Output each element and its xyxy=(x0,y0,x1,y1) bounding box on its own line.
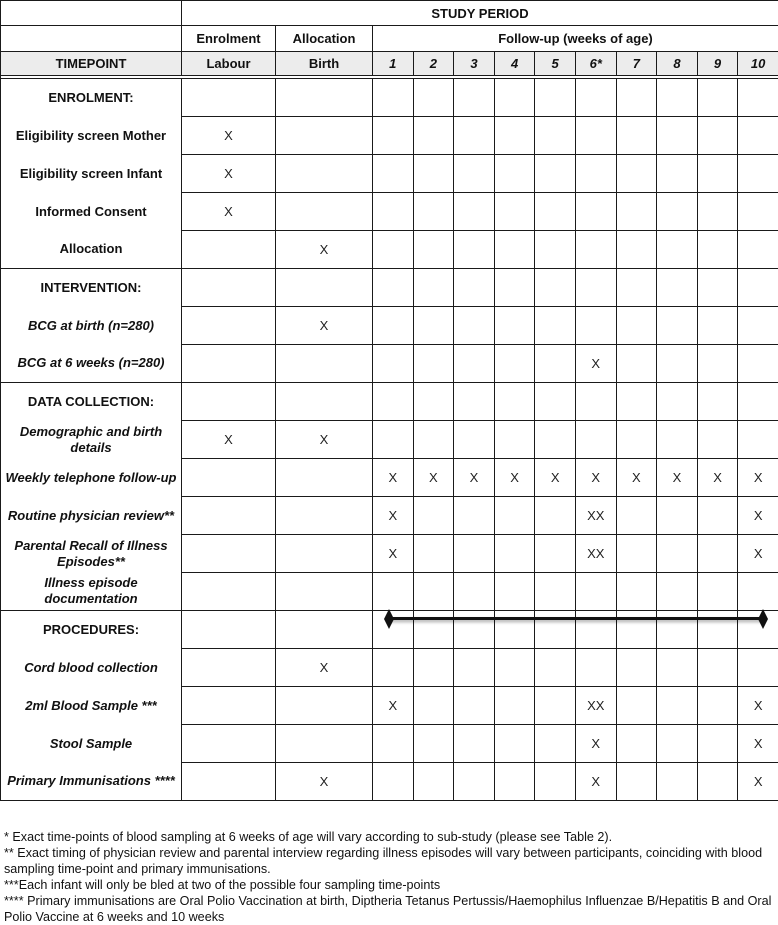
week-7-cell xyxy=(616,497,657,535)
week-10-cell xyxy=(738,573,778,611)
section-row xyxy=(1,383,778,421)
activity-label: BCG at 6 weeks (n=280) xyxy=(1,345,182,383)
week-1-cell xyxy=(373,725,414,763)
week-5-cell xyxy=(535,535,576,573)
week-8-cell xyxy=(657,269,698,307)
birth-cell xyxy=(276,573,373,611)
week-9-cell xyxy=(697,231,738,269)
week-5-cell xyxy=(535,649,576,687)
week-6-cell xyxy=(575,421,616,459)
week-9-cell xyxy=(697,269,738,307)
week-8-cell xyxy=(657,649,698,687)
activity-label: Informed Consent xyxy=(1,193,182,231)
week-10-cell xyxy=(738,421,778,459)
week-10-cell xyxy=(738,79,778,117)
week-header-3: 3 xyxy=(454,52,495,76)
activity-label: Cord blood collection xyxy=(1,649,182,687)
week-10-cell xyxy=(738,193,778,231)
schedule-row xyxy=(1,497,778,535)
birth-cell: X xyxy=(276,421,373,459)
birth-cell xyxy=(276,687,373,725)
week-header-2: 2 xyxy=(413,52,454,76)
labour-cell xyxy=(182,687,276,725)
week-5-cell xyxy=(535,269,576,307)
week-header-7: 7 xyxy=(616,52,657,76)
week-2-cell xyxy=(413,345,454,383)
labour-cell: X xyxy=(182,155,276,193)
section-row xyxy=(1,269,778,307)
schedule-row xyxy=(1,345,778,383)
follow-up-header: Follow-up (weeks of age) xyxy=(373,26,778,52)
week-header-4: 4 xyxy=(494,52,535,76)
week-1-cell xyxy=(373,117,414,155)
week-5-cell xyxy=(535,383,576,421)
week-5-cell xyxy=(535,231,576,269)
week-8-cell xyxy=(657,79,698,117)
allocation-header: Allocation xyxy=(276,26,373,52)
week-header-1: 1 xyxy=(373,52,414,76)
birth-cell xyxy=(276,535,373,573)
header-blank xyxy=(1,26,182,52)
week-9-cell xyxy=(697,117,738,155)
activity-label: Primary Immunisations **** xyxy=(1,763,182,801)
week-6-cell xyxy=(575,155,616,193)
week-4-cell: X xyxy=(494,459,535,497)
week-7-cell: X xyxy=(616,459,657,497)
week-10-cell: X xyxy=(738,725,778,763)
schedule-row xyxy=(1,231,778,269)
week-7-cell xyxy=(616,421,657,459)
schedule-row xyxy=(1,573,778,611)
week-6-cell xyxy=(575,573,616,611)
activity-label: Eligibility screen Infant xyxy=(1,155,182,193)
week-6-cell: X xyxy=(575,459,616,497)
schedule-row xyxy=(1,535,778,573)
week-4-cell xyxy=(494,763,535,801)
activity-label: 2ml Blood Sample *** xyxy=(1,687,182,725)
week-8-cell xyxy=(657,193,698,231)
footnote-3: ***Each infant will only be bled at two of the possible four sampling time-points xyxy=(4,878,441,892)
week-5-cell xyxy=(535,117,576,155)
week-6-cell xyxy=(575,79,616,117)
activity-label: Stool Sample xyxy=(1,725,182,763)
week-2-cell xyxy=(413,573,454,611)
header-blank xyxy=(1,1,182,26)
birth-cell xyxy=(276,459,373,497)
week-8-cell xyxy=(657,725,698,763)
week-10-cell: X xyxy=(738,687,778,725)
week-9-cell xyxy=(697,535,738,573)
labour-cell: X xyxy=(182,117,276,155)
week-7-cell xyxy=(616,155,657,193)
labour-cell: X xyxy=(182,421,276,459)
week-3-cell xyxy=(454,535,495,573)
week-5-cell: X xyxy=(535,459,576,497)
week-3-cell xyxy=(454,155,495,193)
week-3-cell xyxy=(454,725,495,763)
week-4-cell xyxy=(494,649,535,687)
birth-cell: X xyxy=(276,231,373,269)
week-9-cell xyxy=(697,79,738,117)
week-6-cell xyxy=(575,193,616,231)
week-10-cell xyxy=(738,117,778,155)
week-5-cell xyxy=(535,611,576,649)
week-7-cell xyxy=(616,649,657,687)
week-2-cell xyxy=(413,383,454,421)
week-7-cell xyxy=(616,725,657,763)
week-4-cell xyxy=(494,307,535,345)
week-9-cell xyxy=(697,687,738,725)
labour-cell xyxy=(182,79,276,117)
activity-label: Demographic and birth details xyxy=(1,421,182,459)
week-7-cell xyxy=(616,79,657,117)
week-4-cell xyxy=(494,269,535,307)
week-7-cell xyxy=(616,535,657,573)
week-1-cell xyxy=(373,193,414,231)
week-5-cell xyxy=(535,79,576,117)
week-4-cell xyxy=(494,345,535,383)
labour-cell xyxy=(182,611,276,649)
activity-label: Illness episode documentation xyxy=(1,573,182,611)
week-4-cell xyxy=(494,497,535,535)
week-9-cell xyxy=(697,763,738,801)
week-1-cell: X xyxy=(373,459,414,497)
labour-cell: X xyxy=(182,193,276,231)
week-8-cell xyxy=(657,117,698,155)
week-3-cell xyxy=(454,573,495,611)
week-3-cell xyxy=(454,231,495,269)
schedule-row xyxy=(1,725,778,763)
week-3-cell xyxy=(454,269,495,307)
week-header-9: 9 xyxy=(697,52,738,76)
week-1-cell xyxy=(373,79,414,117)
week-8-cell xyxy=(657,687,698,725)
labour-cell xyxy=(182,725,276,763)
timepoint-header: TIMEPOINT xyxy=(1,52,182,76)
week-1-cell xyxy=(373,383,414,421)
week-1-cell xyxy=(373,155,414,193)
week-1-cell: X xyxy=(373,497,414,535)
week-5-cell xyxy=(535,421,576,459)
labour-cell xyxy=(182,649,276,687)
schedule-row xyxy=(1,763,778,801)
week-1-cell: X xyxy=(373,535,414,573)
week-4-cell xyxy=(494,573,535,611)
section-heading: ENROLMENT: xyxy=(1,79,182,117)
week-header-5: 5 xyxy=(535,52,576,76)
week-2-cell xyxy=(413,725,454,763)
activity-label: Eligibility screen Mother xyxy=(1,117,182,155)
birth-header: Birth xyxy=(276,52,373,76)
week-8-cell xyxy=(657,307,698,345)
week-2-cell xyxy=(413,421,454,459)
week-5-cell xyxy=(535,573,576,611)
week-7-cell xyxy=(616,345,657,383)
week-4-cell xyxy=(494,155,535,193)
week-2-cell xyxy=(413,611,454,649)
week-9-cell xyxy=(697,421,738,459)
week-5-cell xyxy=(535,497,576,535)
week-9-cell xyxy=(697,345,738,383)
week-6-cell: XX xyxy=(575,687,616,725)
week-2-cell xyxy=(413,649,454,687)
birth-cell xyxy=(276,155,373,193)
week-7-cell xyxy=(616,269,657,307)
week-1-cell xyxy=(373,269,414,307)
week-8-cell xyxy=(657,155,698,193)
activity-label: Parental Recall of Illness Episodes** xyxy=(1,535,182,573)
week-6-cell xyxy=(575,649,616,687)
week-1-cell: X xyxy=(373,687,414,725)
week-2-cell xyxy=(413,763,454,801)
labour-cell xyxy=(182,535,276,573)
birth-cell xyxy=(276,611,373,649)
week-3-cell xyxy=(454,79,495,117)
schedule-row xyxy=(1,421,778,459)
activity-label: Weekly telephone follow-up xyxy=(1,459,182,497)
week-3-cell xyxy=(454,611,495,649)
labour-cell xyxy=(182,497,276,535)
week-4-cell xyxy=(494,687,535,725)
week-1-cell xyxy=(373,345,414,383)
week-4-cell xyxy=(494,725,535,763)
week-1-cell xyxy=(373,421,414,459)
week-6-cell xyxy=(575,307,616,345)
week-4-cell xyxy=(494,79,535,117)
week-7-cell xyxy=(616,383,657,421)
week-6-cell: X xyxy=(575,763,616,801)
week-10-cell xyxy=(738,231,778,269)
week-9-cell xyxy=(697,497,738,535)
week-2-cell xyxy=(413,155,454,193)
week-4-cell xyxy=(494,611,535,649)
week-10-cell xyxy=(738,307,778,345)
week-3-cell xyxy=(454,117,495,155)
week-6-cell xyxy=(575,231,616,269)
schedule-row xyxy=(1,117,778,155)
week-10-cell xyxy=(738,345,778,383)
week-header-6: 6* xyxy=(575,52,616,76)
week-1-cell xyxy=(373,611,414,649)
birth-cell xyxy=(276,79,373,117)
week-9-cell xyxy=(697,307,738,345)
week-4-cell xyxy=(494,383,535,421)
week-9-cell xyxy=(697,573,738,611)
birth-cell xyxy=(276,345,373,383)
week-7-cell xyxy=(616,307,657,345)
week-9-cell xyxy=(697,155,738,193)
week-5-cell xyxy=(535,307,576,345)
week-10-cell xyxy=(738,155,778,193)
week-1-cell xyxy=(373,231,414,269)
week-7-cell xyxy=(616,193,657,231)
week-8-cell xyxy=(657,573,698,611)
section-heading: INTERVENTION: xyxy=(1,269,182,307)
week-7-cell xyxy=(616,763,657,801)
week-5-cell xyxy=(535,155,576,193)
schedule-row xyxy=(1,459,778,497)
week-10-cell xyxy=(738,269,778,307)
week-3-cell: X xyxy=(454,459,495,497)
week-8-cell xyxy=(657,231,698,269)
activity-label: Routine physician review** xyxy=(1,497,182,535)
section-row xyxy=(1,79,778,117)
labour-cell xyxy=(182,573,276,611)
week-5-cell xyxy=(535,345,576,383)
labour-cell xyxy=(182,345,276,383)
week-3-cell xyxy=(454,763,495,801)
birth-cell: X xyxy=(276,307,373,345)
week-10-cell: X xyxy=(738,535,778,573)
week-3-cell xyxy=(454,687,495,725)
schedule-row xyxy=(1,687,778,725)
week-1-cell xyxy=(373,307,414,345)
week-9-cell xyxy=(697,611,738,649)
week-8-cell xyxy=(657,421,698,459)
schedule-row xyxy=(1,649,778,687)
week-7-cell xyxy=(616,611,657,649)
week-10-cell xyxy=(738,611,778,649)
week-2-cell xyxy=(413,231,454,269)
week-2-cell xyxy=(413,497,454,535)
week-8-cell xyxy=(657,611,698,649)
week-8-cell xyxy=(657,535,698,573)
enrolment-header: Enrolment xyxy=(182,26,276,52)
week-6-cell xyxy=(575,611,616,649)
labour-cell xyxy=(182,307,276,345)
week-4-cell xyxy=(494,117,535,155)
week-4-cell xyxy=(494,535,535,573)
birth-cell: X xyxy=(276,649,373,687)
week-7-cell xyxy=(616,687,657,725)
week-9-cell xyxy=(697,193,738,231)
week-2-cell xyxy=(413,307,454,345)
week-10-cell xyxy=(738,649,778,687)
week-8-cell xyxy=(657,763,698,801)
week-5-cell xyxy=(535,763,576,801)
week-5-cell xyxy=(535,687,576,725)
section-heading: PROCEDURES: xyxy=(1,611,182,649)
week-3-cell xyxy=(454,193,495,231)
week-8-cell xyxy=(657,345,698,383)
birth-cell xyxy=(276,497,373,535)
activity-label: Allocation xyxy=(1,231,182,269)
birth-cell xyxy=(276,269,373,307)
week-6-cell: X xyxy=(575,345,616,383)
week-6-cell xyxy=(575,269,616,307)
section-row xyxy=(1,611,778,649)
week-10-cell: X xyxy=(738,763,778,801)
week-9-cell xyxy=(697,383,738,421)
labour-cell xyxy=(182,231,276,269)
week-header-8: 8 xyxy=(657,52,698,76)
week-6-cell xyxy=(575,383,616,421)
birth-cell: X xyxy=(276,763,373,801)
week-3-cell xyxy=(454,345,495,383)
birth-cell xyxy=(276,725,373,763)
week-8-cell xyxy=(657,497,698,535)
week-4-cell xyxy=(494,193,535,231)
week-5-cell xyxy=(535,725,576,763)
week-2-cell: X xyxy=(413,459,454,497)
week-3-cell xyxy=(454,421,495,459)
week-2-cell xyxy=(413,535,454,573)
week-3-cell xyxy=(454,497,495,535)
week-2-cell xyxy=(413,269,454,307)
labour-cell xyxy=(182,459,276,497)
schedule-row xyxy=(1,155,778,193)
week-4-cell xyxy=(494,421,535,459)
footnotes xyxy=(4,829,774,925)
week-1-cell xyxy=(373,573,414,611)
footnote-1: * Exact time-points of blood sampling at 6 weeks of age will vary according to sub-study (please see Table 2). xyxy=(4,830,613,844)
labour-header: Labour xyxy=(182,52,276,76)
week-2-cell xyxy=(413,193,454,231)
week-7-cell xyxy=(616,573,657,611)
week-6-cell: XX xyxy=(575,535,616,573)
week-4-cell xyxy=(494,231,535,269)
birth-cell xyxy=(276,193,373,231)
week-7-cell xyxy=(616,117,657,155)
week-6-cell xyxy=(575,117,616,155)
week-8-cell: X xyxy=(657,459,698,497)
week-1-cell xyxy=(373,649,414,687)
study-period-header: STUDY PERIOD xyxy=(182,1,778,26)
week-2-cell xyxy=(413,687,454,725)
labour-cell xyxy=(182,763,276,801)
schedule-row xyxy=(1,307,778,345)
section-heading: DATA COLLECTION: xyxy=(1,383,182,421)
footnote-4: **** Primary immunisations are Oral Polio Vaccination at birth, Diptheria Tetanus Pertussis/Haemophilus Influenzae B/Hepatitis B and Oral Polio Vaccine at 6 weeks and 10 weeks xyxy=(4,894,772,924)
week-1-cell xyxy=(373,763,414,801)
week-2-cell xyxy=(413,117,454,155)
activity-label: BCG at birth (n=280) xyxy=(1,307,182,345)
week-9-cell xyxy=(697,725,738,763)
week-5-cell xyxy=(535,193,576,231)
labour-cell xyxy=(182,269,276,307)
week-header-10: 10 xyxy=(738,52,778,76)
week-8-cell xyxy=(657,383,698,421)
header-row-phases xyxy=(1,26,778,52)
week-9-cell: X xyxy=(697,459,738,497)
week-6-cell: XX xyxy=(575,497,616,535)
birth-cell xyxy=(276,383,373,421)
labour-cell xyxy=(182,383,276,421)
week-3-cell xyxy=(454,307,495,345)
week-7-cell xyxy=(616,231,657,269)
header-row-study-period xyxy=(1,1,778,26)
week-3-cell xyxy=(454,383,495,421)
week-10-cell: X xyxy=(738,459,778,497)
week-9-cell xyxy=(697,649,738,687)
footnote-2: ** Exact timing of physician review and parental interview regarding illness episodes will vary between participants, coinciding with blood sampling time-point and primary immunisations. xyxy=(4,846,763,876)
week-2-cell xyxy=(413,79,454,117)
week-3-cell xyxy=(454,649,495,687)
week-6-cell: X xyxy=(575,725,616,763)
week-10-cell xyxy=(738,383,778,421)
header-row-timepoints xyxy=(1,52,778,76)
week-10-cell: X xyxy=(738,497,778,535)
birth-cell xyxy=(276,117,373,155)
schedule-row xyxy=(1,193,778,231)
